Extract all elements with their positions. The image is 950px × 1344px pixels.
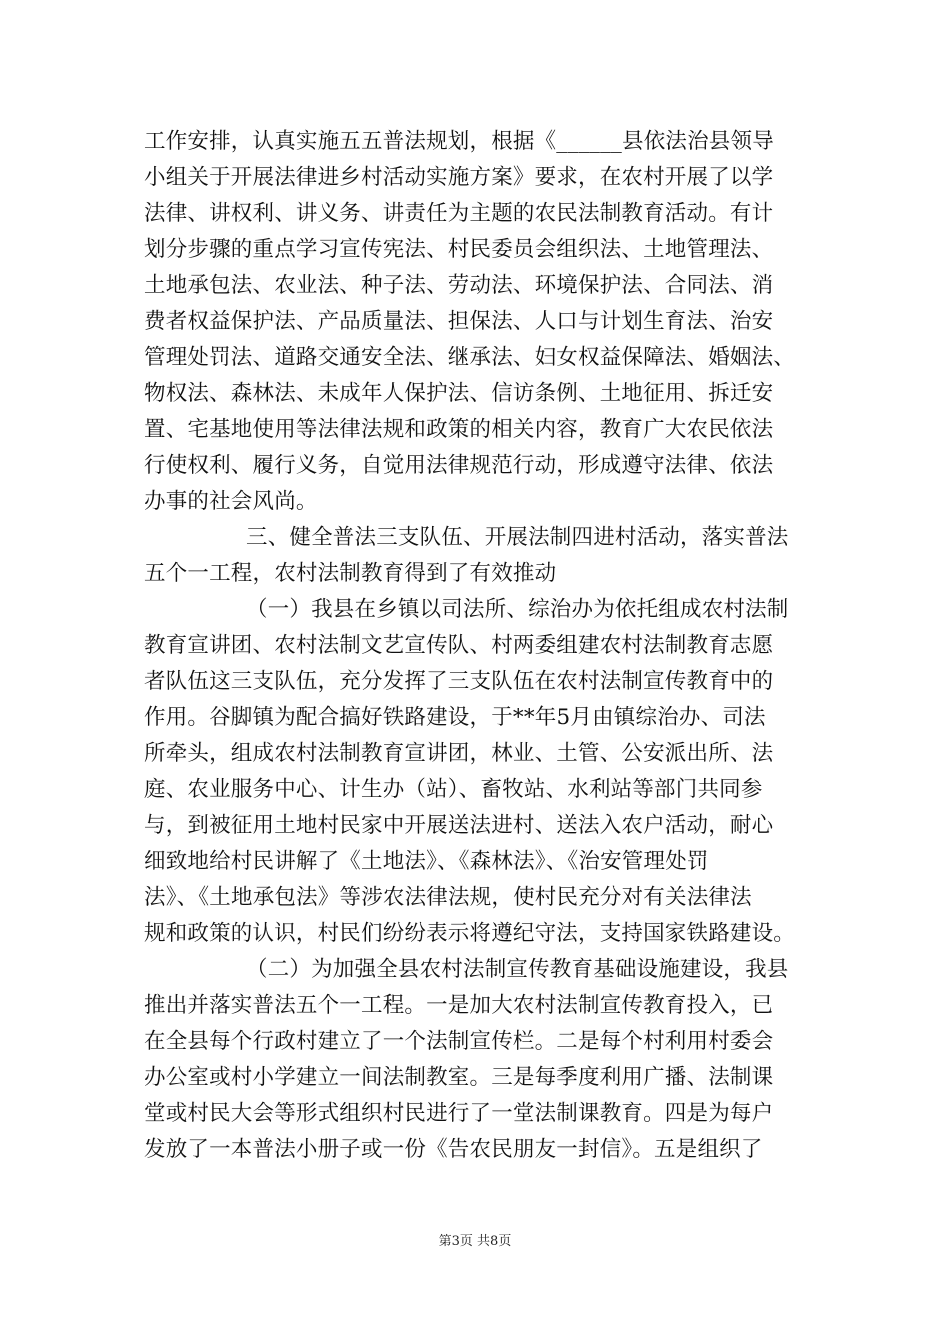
text-line: 法律、讲权利、讲义务、讲责任为主题的农民法制教育活动。有计 [144, 201, 774, 226]
text-line: 所牵头，组成农村法制教育宣讲团，林业、土管、公安派出所、法 [144, 741, 774, 766]
text-line: 发放了一本普法小册子或一份《告农民朋友一封信》。五是组织了 [144, 1137, 763, 1162]
section-heading: 三、健全普法三支队伍、开展法制四进村活动，落实普法 [246, 525, 789, 550]
text-line: 划分步骤的重点学习宣传宪法、村民委员会组织法、土地管理法、 [144, 237, 774, 262]
text-line: 行使权利、履行义务，自觉用法律规范行动，形成遵守法律、依法 [144, 453, 774, 478]
text-line: 工作安排，认真实施五五普法规划，根据《______县依法治县领导 [144, 129, 774, 154]
text-line: 与，到被征用土地村民家中开展送法进村、送法入农户活动，耐心 [144, 813, 774, 838]
text-line: 在全县每个行政村建立了一个法制宣传栏。二是每个村利用村委会 [144, 1029, 774, 1054]
text-line: 庭、农业服务中心、计生办（站）、畜牧站、水利站等部门共同参 [144, 777, 763, 802]
text-line: 者队伍这三支队伍，充分发挥了三支队伍在农村法制宣传教育中的 [144, 669, 774, 694]
text-line: 堂或村民大会等形式组织村民进行了一堂法制课教育。四是为每户 [144, 1101, 774, 1126]
text-line: 教育宣讲团、农村法制文艺宣传队、村两委组建农村法制教育志愿 [144, 633, 774, 658]
section-heading-cont: 五个一工程，农村法制教育得到了有效推动 [144, 561, 557, 586]
text-line: 小组关于开展法律进乡村活动实施方案》要求，在农村开展了以学 [144, 165, 774, 190]
text-line: 推出并落实普法五个一工程。一是加大农村法制宣传教育投入，已 [144, 993, 774, 1018]
text-line: 细致地给村民讲解了《土地法》、《森林法》、《治安管理处罚 [144, 849, 709, 874]
paragraph-start: （二）为加强全县农村法制宣传教育基础设施建设，我县 [246, 957, 789, 982]
page-footer: 第3页 共8页 [438, 1234, 512, 1249]
text-line: 置、宅基地使用等法律法规和政策的相关内容，教育广大农民依法 [144, 417, 774, 442]
text-line: 办公室或村小学建立一间法制教室。三是每季度利用广播、法制课 [144, 1065, 774, 1090]
text-line: 物权法、森林法、未成年人保护法、信访条例、土地征用、拆迁安 [144, 381, 774, 406]
text-line: 作用。谷脚镇为配合搞好铁路建设，于**年5月由镇综治办、司法 [144, 705, 766, 730]
text-line: 管理处罚法、道路交通安全法、继承法、妇女权益保障法、婚姻法、 [144, 345, 796, 370]
paragraph-start: （一）我县在乡镇以司法所、综治办为依托组成农村法制 [246, 597, 789, 622]
text-line: 土地承包法、农业法、种子法、劳动法、环境保护法、合同法、消 [144, 273, 774, 298]
text-line: 法》、《土地承包法》等涉农法律法规，使村民充分对有关法律法 [144, 885, 752, 910]
text-line: 费者权益保护法、产品质量法、担保法、人口与计划生育法、治安 [144, 309, 774, 334]
text-line: 规和政策的认识，村民们纷纷表示将遵纪守法，支持国家铁路建设。 [144, 921, 796, 946]
text-line: 办事的社会风尚。 [144, 489, 318, 514]
